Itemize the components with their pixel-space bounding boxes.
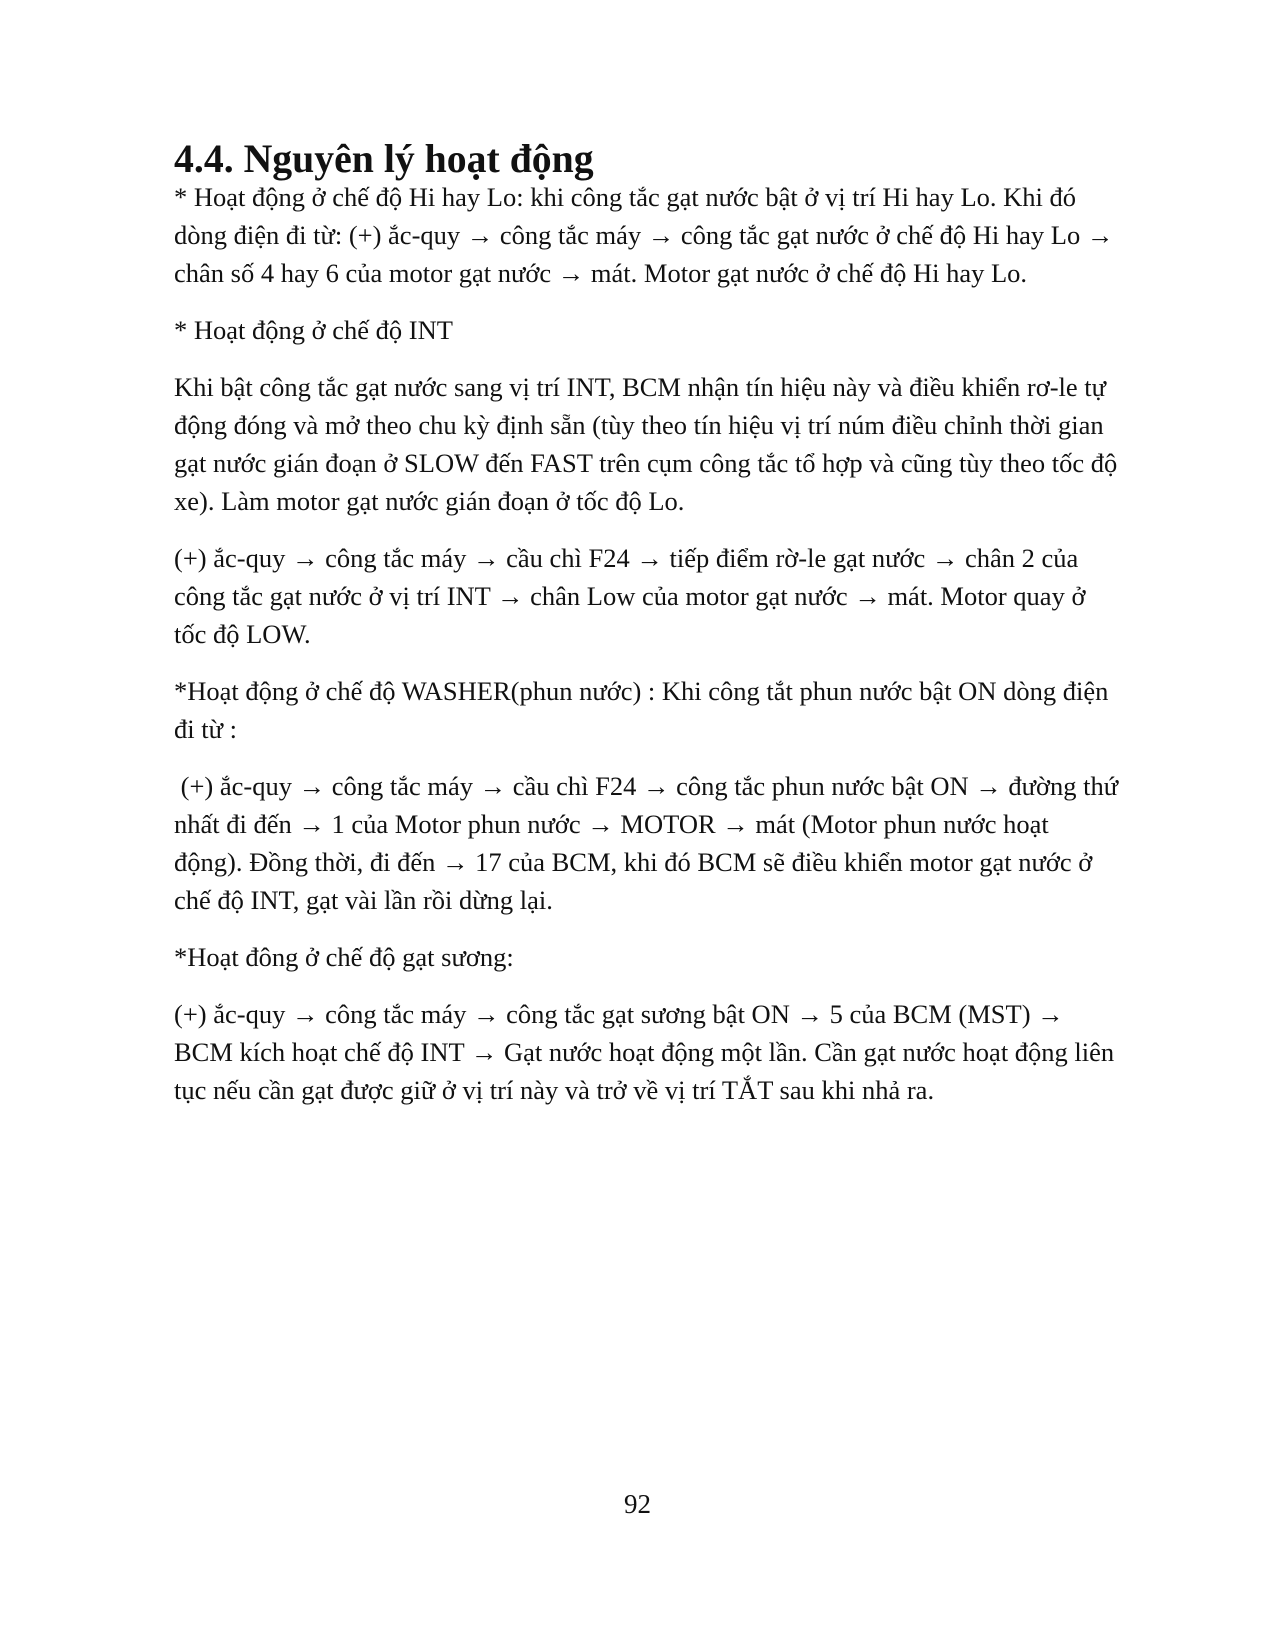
paragraph-hi-lo-mode: * Hoạt động ở chế độ Hi hay Lo: khi công tắc gạt nước bật ở vị trí Hi hay Lo. Khi đó dòng điện đi từ: (+) ắc-quy → công tắc máy → công tắc gạt nước ở chế độ Hi hay Lo → chân số 4 hay 6 của motor gạt nước → mát. Motor gạt nước ở chế độ Hi hay Lo. xyxy=(174,182,1114,288)
paragraph-mist-mode-title: *Hoạt đông ở chế độ gạt sương: xyxy=(174,942,514,972)
page-number: 92 xyxy=(624,1489,651,1519)
paragraph-washer-mode-circuit: (+) ắc-quy → công tắc máy → cầu chì F24 → công tắc phun nước bật ON → đường thứ nhất đi đến → 1 của Motor phun nước → MOTOR → mát (Motor phun nước hoạt động). Đồng thời, đi đến → 17 của BCM, khi đó BCM sẽ điều khiển motor gạt nước ở chế độ INT, gạt vài lần rồi dừng lại. xyxy=(174,771,1125,915)
paragraph-int-mode-circuit: (+) ắc-quy → công tắc máy → cầu chì F24 → tiếp điểm rờ-le gạt nước → chân 2 của công tắc gạt nước ở vị trí INT → chân Low của motor gạt nước → mát. Motor quay ở tốc độ LOW. xyxy=(174,543,1086,649)
paragraph-int-mode-title: * Hoạt động ở chế độ INT xyxy=(174,315,453,345)
page-content xyxy=(174,137,1125,1109)
section-heading: 4.4. Nguyên lý hoạt động xyxy=(174,137,594,181)
paragraph-mist-mode-circuit: (+) ắc-quy → công tắc máy → công tắc gạt sương bật ON → 5 của BCM (MST) → BCM kích hoạt chế độ INT → Gạt nước hoạt động một lần. Cần gạt nước hoạt động liên tục nếu cần gạt được giữ ở vị trí này và trở về vị trí TẮT sau khi nhả ra. xyxy=(174,999,1115,1105)
paragraph-int-mode-description: Khi bật công tắc gạt nước sang vị trí INT, BCM nhận tín hiệu này và điều khiển rơ-le tự động đóng và mở theo chu kỳ định sẵn (tùy theo tín hiệu vị trí núm điều chỉnh thời gian gạt nước gián đoạn ở SLOW đến FAST trên cụm công tắc tổ hợp và cũng tùy theo tốc độ xe). Làm motor gạt nước gián đoạn ở tốc độ Lo. xyxy=(174,372,1118,516)
paragraph-washer-mode-title: *Hoạt động ở chế độ WASHER(phun nước) : Khi công tắt phun nước bật ON dòng điện đi từ : xyxy=(174,676,1109,744)
